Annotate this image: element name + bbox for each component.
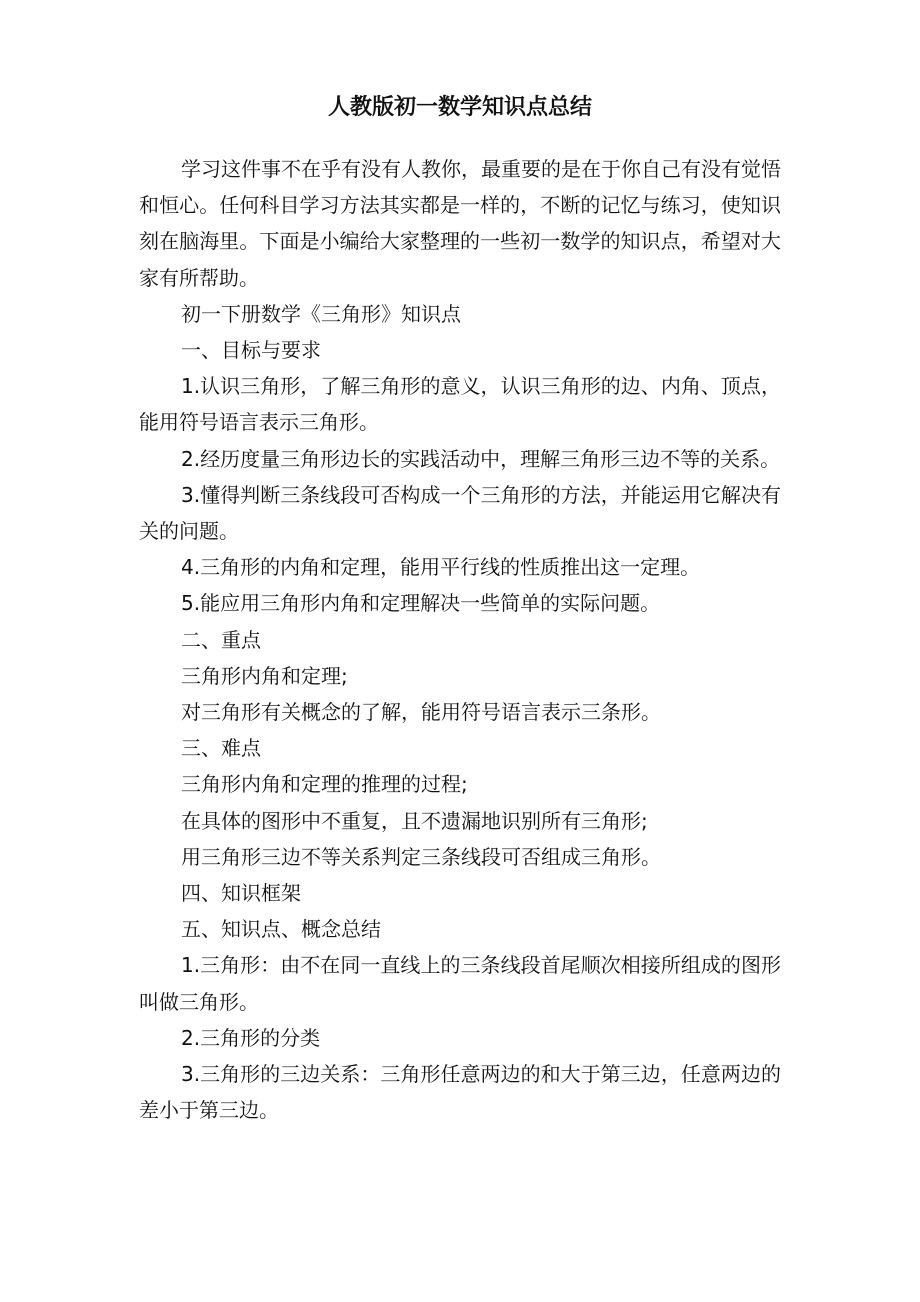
key-point-2: 对三角形有关概念的了解，能用符号语言表示三条形。 xyxy=(181,700,661,725)
document-title: 人教版初一数学知识点总结 xyxy=(327,95,592,120)
key-point-1: 三角形内角和定理; xyxy=(181,663,348,688)
goal-item-2: 2.经历度量三角形边长的实践活动中，理解三角形三边不等的关系。 xyxy=(181,446,781,471)
summary-item-3: 3.三角形的三边关系：三角形任意两边的和大于第三边，任意两边的差小于第三边。 xyxy=(139,1062,781,1123)
goal-item-5: 5.能应用三角形内角和定理解决一些简单的实际问题。 xyxy=(181,591,661,616)
difficulty-1: 三角形内角和定理的推理的过程; xyxy=(181,772,468,797)
intro-paragraph: 学习这件事不在乎有没有人教你，最重要的是在于你自己有没有觉悟和恒心。任何科目学习方法其实都是一样的，不断的记忆与练习，使知识刻在脑海里。下面是小编给大家整理的一些初一数学的知识点，希望对大家有所帮助。 xyxy=(139,157,781,290)
section-heading-key-points: 二、重点 xyxy=(181,627,261,652)
goal-item-4: 4.三角形的内角和定理，能用平行线的性质推出这一定理。 xyxy=(181,555,701,580)
summary-item-2: 2.三角形的分类 xyxy=(181,1025,321,1050)
section-subtitle: 初一下册数学《三角形》知识点 xyxy=(181,301,461,326)
goal-item-3: 3.懂得判断三条线段可否构成一个三角形的方法，并能运用它解决有关的问题。 xyxy=(139,482,781,544)
goal-item-1: 1.认识三角形，了解三角形的意义，认识三角形的边、内角、顶点，能用符号语言表示三角形。 xyxy=(139,374,781,435)
summary-item-1: 1.三角形：由不在同一直线上的三条线段首尾顺次相接所组成的图形叫做三角形。 xyxy=(139,953,781,1014)
difficulty-2: 在具体的图形中不重复，且不遗漏地识别所有三角形; xyxy=(181,808,648,833)
difficulty-3: 用三角形三边不等关系判定三条线段可否组成三角形。 xyxy=(181,844,661,869)
section-heading-summary: 五、知识点、概念总结 xyxy=(181,917,381,942)
section-heading-goals: 一、目标与要求 xyxy=(181,338,321,363)
document-body xyxy=(139,151,781,1128)
section-heading-framework: 四、知识框架 xyxy=(181,881,301,906)
section-heading-difficulties: 三、难点 xyxy=(181,736,261,761)
